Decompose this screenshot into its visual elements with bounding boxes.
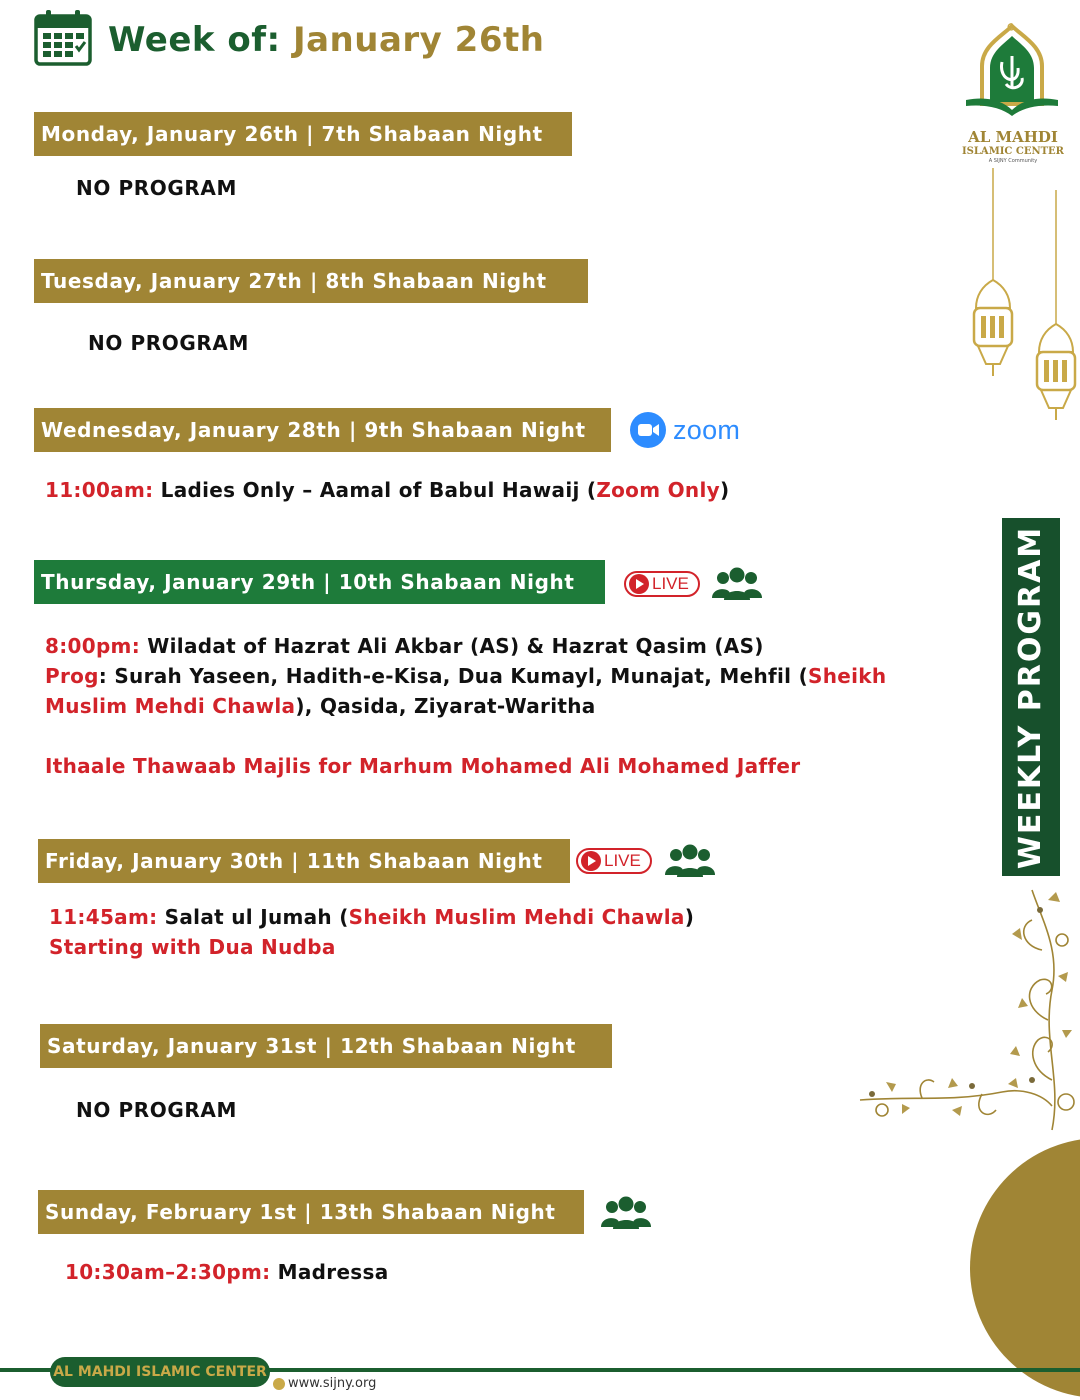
speaker-part-a: Sheikh (808, 664, 887, 688)
calendar-icon (34, 8, 92, 66)
live-label: LIVE (604, 851, 641, 870)
prog-label: Prog (45, 664, 99, 688)
play-icon (580, 850, 602, 872)
thursday-time: 8:00pm: (45, 634, 141, 658)
speaker-part-b: Muslim Mehdi Chawla (45, 694, 296, 718)
tuesday-no-program: NO PROGRAM (88, 331, 249, 355)
play-icon (628, 573, 650, 595)
lantern-icon (1031, 190, 1080, 424)
footer-center-name: AL MAHDI ISLAMIC CENTER (50, 1357, 270, 1387)
wednesday-text-b: ) (719, 478, 730, 502)
wednesday-zoom-only: Zoom Only (596, 478, 720, 502)
friday-event (49, 905, 694, 929)
thursday-live-badge (624, 571, 700, 597)
friday-text-a: Salat ul Jumah ( (157, 905, 349, 929)
friday-live-badge (576, 848, 652, 874)
live-label: LIVE (652, 574, 689, 593)
sunday-event (65, 1260, 389, 1284)
wednesday-event (45, 478, 729, 502)
thursday-event-text: Wiladat of Hazrat Ali Akbar (AS) & Hazrat Qasim (AS) (140, 634, 764, 658)
friday-note: Starting with Dua Nudba (49, 935, 336, 959)
web-icon (273, 1378, 285, 1390)
week-date: January 26th (292, 20, 545, 60)
weekly-program-label-wrap (1002, 518, 1060, 876)
page-title (108, 20, 544, 60)
thursday-majlis: Ithaale Thawaab Majlis for Marhum Mohamed Ali Mohamed Jaffer (45, 754, 801, 778)
week-label: Week of: (108, 20, 293, 60)
al-mahdi-logo (962, 22, 1062, 118)
day-header-monday: Monday, January 26th | 7th Shabaan Night (34, 112, 572, 156)
friday-time: 11:45am: (49, 905, 158, 929)
floral-ornament (852, 880, 1080, 1140)
prog-text: : Surah Yaseen, Hadith-e-Kisa, Dua Kumayl, Munajat, Mehfil ( (98, 664, 809, 688)
zoom-label: zoom (673, 414, 741, 445)
monday-no-program: NO PROGRAM (76, 176, 237, 200)
thursday-event (45, 634, 764, 658)
wednesday-time: 11:00am: (45, 478, 154, 502)
logo-name: AL MAHDI (968, 128, 1058, 146)
logo-subtitle: ISLAMIC CENTER (962, 146, 1064, 157)
day-header-wednesday: Wednesday, January 28th | 9th Shabaan Night (34, 408, 611, 452)
in-person-group-icon (712, 566, 762, 602)
day-header-tuesday: Tuesday, January 27th | 8th Shabaan Night (34, 259, 588, 303)
sunday-time: 10:30am–2:30pm: (65, 1260, 271, 1284)
zoom-logo (630, 410, 740, 450)
friday-speaker: Sheikh Muslim Mehdi Chawla (348, 905, 685, 929)
saturday-no-program: NO PROGRAM (76, 1098, 237, 1122)
website-url[interactable]: www.sijny.org (288, 1376, 377, 1391)
logo-tagline: A SIJNY Community (988, 158, 1038, 164)
wednesday-text-a: Ladies Only – Aamal of Babul Hawaij ( (153, 478, 597, 502)
day-header-thursday: Thursday, January 29th | 10th Shabaan Night (34, 560, 605, 604)
day-header-sunday: Sunday, February 1st | 13th Shabaan Night (38, 1190, 584, 1234)
day-header-saturday: Saturday, January 31st | 12th Shabaan Night (40, 1024, 612, 1068)
decorative-circle (970, 1138, 1080, 1398)
in-person-group-icon (665, 843, 715, 879)
weekly-program-label: WEEKLY PROGRAM (1013, 525, 1049, 869)
lantern-icon (968, 168, 1018, 380)
day-header-friday: Friday, January 30th | 11th Shabaan Night (38, 839, 570, 883)
zoom-camera-icon (630, 412, 666, 448)
sunday-text: Madressa (270, 1260, 389, 1284)
thursday-prog-line-1 (45, 664, 886, 688)
prog-rest: ), Qasida, Ziyarat-Waritha (295, 694, 596, 718)
footer-website[interactable] (273, 1376, 376, 1391)
thursday-prog-line-2 (45, 694, 596, 718)
friday-text-b: ) (684, 905, 695, 929)
in-person-group-icon (601, 1195, 651, 1231)
